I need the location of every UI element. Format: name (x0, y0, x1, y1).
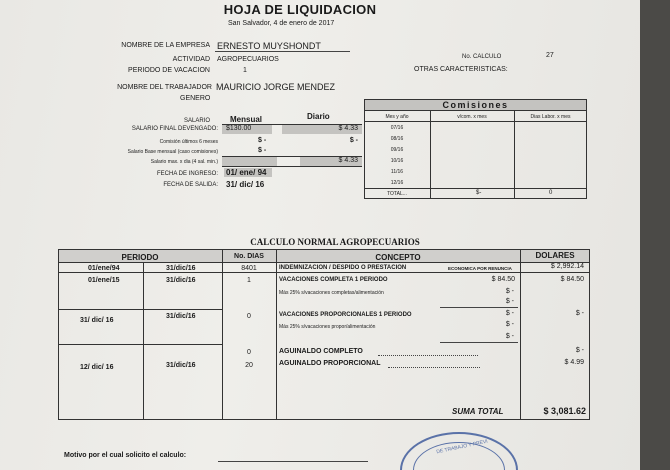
ingreso-label: FECHA DE INGRESO: (156, 171, 218, 177)
r1-concepto: INDEMNIZACION / DESPIDO O PRESTACION (279, 265, 407, 271)
comisiones-total-vcom: $- (476, 190, 482, 196)
comisiones-header-mes: Mes y año (385, 114, 409, 120)
diario-header: Diario (307, 112, 330, 121)
r3-from: 31/ dic/ 16 (80, 317, 114, 324)
comisiones-title: Comisiones (442, 100, 509, 110)
salida-value: 31/ dic/ 16 (226, 180, 265, 189)
comisiones-month: 07/16 (390, 125, 404, 131)
r2-dias: 1 (247, 277, 251, 284)
r3-dash: $ - (505, 310, 514, 317)
header-concepto: CONCEPTO (375, 253, 421, 262)
r5-from: 12/ dic/ 16 (80, 364, 114, 371)
r1-from: 01/ene/94 (88, 265, 120, 272)
ingreso-value: 01/ ene/ 94 (226, 168, 267, 177)
empresa-label: NOMBRE DE LA EMPRESA (121, 42, 210, 49)
r1-dias: 8401 (241, 265, 257, 272)
max-dia-label: Salario max. x dia (4 sal. min.) (150, 159, 218, 165)
r1-concepto-note: ECONOMICA POR RENUNCIA (448, 266, 512, 271)
comisiones-month: 12/16 (390, 180, 404, 186)
mensual-header: Mensual (230, 115, 263, 124)
actividad-label: ACTIVIDAD (172, 56, 210, 63)
r3-dias: 0 (247, 313, 251, 320)
r5-to: 31/dic/16 (166, 362, 196, 369)
r2-dolares: $ 84.50 (560, 276, 584, 283)
periodo-vacacion-label: PERIODO DE VACACION (128, 67, 210, 74)
empresa-value: ERNESTO MUYSHONDT (217, 41, 321, 51)
calculo-value: 27 (546, 52, 554, 59)
r2-dash: $ - (505, 288, 514, 295)
trabajador-label: NOMBRE DEL TRABAJADOR (117, 84, 212, 91)
r1-dolares: $ 2,992.14 (550, 263, 584, 270)
header-dias: No. DIAS (234, 253, 264, 260)
comisiones-month: 11/16 (390, 169, 404, 175)
max-diario: $ 4.33 (338, 157, 358, 164)
r3-to: 31/dic/16 (166, 313, 196, 320)
r2-sub: $ 84.50 (491, 276, 515, 283)
final-mensual: $130.00 (226, 125, 252, 132)
final-diario: $ 4.33 (338, 125, 358, 132)
comisiones-month: 09/16 (390, 147, 404, 153)
salida-label: FECHA DE SALIDA: (163, 182, 218, 188)
r5-concepto: AGUINALDO PROPORCIONAL (279, 360, 381, 367)
r3-dash: $ - (505, 333, 514, 340)
r2-from: 01/ene/15 (88, 277, 120, 284)
comision-mensual: $ - (258, 137, 267, 144)
comision-diario: $ - (349, 137, 358, 144)
r5-dolares: $ 4.99 (564, 359, 584, 366)
r4-dolares: $ - (575, 347, 584, 354)
r3-dash: $ - (505, 321, 514, 328)
comisiones-header-dias: Dias Labor. x mes (530, 114, 571, 120)
header-periodo: PERIODO (121, 253, 159, 262)
comisiones-total-dias: 0 (549, 190, 553, 196)
comision-label: Comisión últimos 6 meses (159, 139, 218, 145)
suma-total-value: $ 3,081.62 (543, 406, 586, 416)
genero-label: GENERO (180, 95, 211, 102)
suma-total-label: SUMA TOTAL (452, 407, 504, 416)
r4-concepto: AGUINALDO COMPLETO (279, 348, 363, 355)
r4-dias: 0 (247, 349, 251, 356)
r3-note: Más 25% s/vacaciones propor/alimentación (279, 324, 376, 330)
r2-to: 31/dic/16 (166, 277, 196, 284)
calculo-label: No. CALCULO (462, 54, 502, 60)
comisiones-total-label: TOTAL... (387, 191, 407, 197)
stamp-text: DE TRABAJO Y PREVI (435, 438, 489, 456)
base-mensual-value: $ - (258, 147, 267, 154)
r5-dias: 20 (245, 362, 253, 369)
place-date: San Salvador, 4 de enero de 2017 (228, 20, 335, 27)
salario-label: SALARIO (183, 118, 210, 124)
base-mensual-label: Salario Base mensual (caso comisiones) (127, 149, 218, 155)
r2-note: Más 25% s/vacaciones completas/alimentación (279, 290, 384, 296)
final-devengado-label: SALARIO FINAL DEVENGADO: (131, 126, 218, 132)
actividad-value: AGROPECUARIOS (217, 56, 279, 63)
periodo-vacacion-value: 1 (243, 67, 247, 74)
comisiones-header-vcom: v/com. x mes (457, 114, 487, 120)
motivo-label: Motivo por el cual solicito el calculo: (64, 452, 187, 459)
comisiones-month: 08/16 (390, 136, 404, 142)
comisiones-month: 10/16 (390, 158, 404, 164)
r2-dash: $ - (505, 298, 514, 305)
calculo-title: CALCULO NORMAL AGROPECUARIOS (250, 237, 420, 247)
trabajador-value: MAURICIO JORGE MENDEZ (216, 82, 336, 92)
r3-dolares: $ - (575, 310, 584, 317)
r1-to: 31/dic/16 (166, 265, 196, 272)
header-dolares: DOLARES (535, 251, 575, 260)
r2-concepto: VACACIONES COMPLETA 1 PERIODO (279, 277, 388, 283)
r3-concepto: VACACIONES PROPORCIONALES 1 PERIODO (279, 312, 412, 318)
otras-caracteristicas-label: OTRAS CARACTERISTICAS: (414, 66, 508, 73)
document-title: HOJA DE LIQUIDACION (223, 2, 377, 17)
